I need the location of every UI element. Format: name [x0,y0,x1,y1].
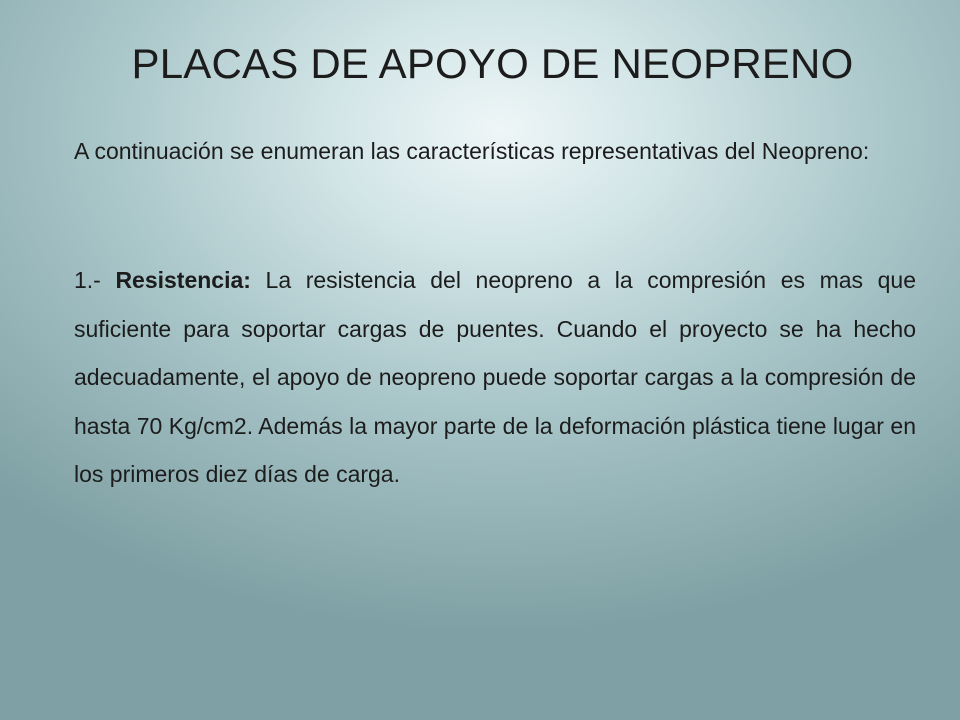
intro-paragraph: A continuación se enumeran las características representativas del Neopreno: [74,138,870,164]
slide-title: PLACAS DE APOYO DE NEOPRENO [131,40,854,87]
item-number: 1.- [74,267,116,293]
item-text: La resistencia del neopreno a la compresión es mas que suficiente para soportar cargas de puentes. Cuando el proyecto se ha hecho adecuadamente, el apoyo de neopreno puede soportar cargas a la compresión de hasta 70 Kg/cm2. Además la mayor parte de la deformación plástica tiene lugar en los primeros diez días de carga. [74,267,916,487]
item-title: Resistencia: [115,267,251,293]
list-item-resistencia [74,256,916,499]
